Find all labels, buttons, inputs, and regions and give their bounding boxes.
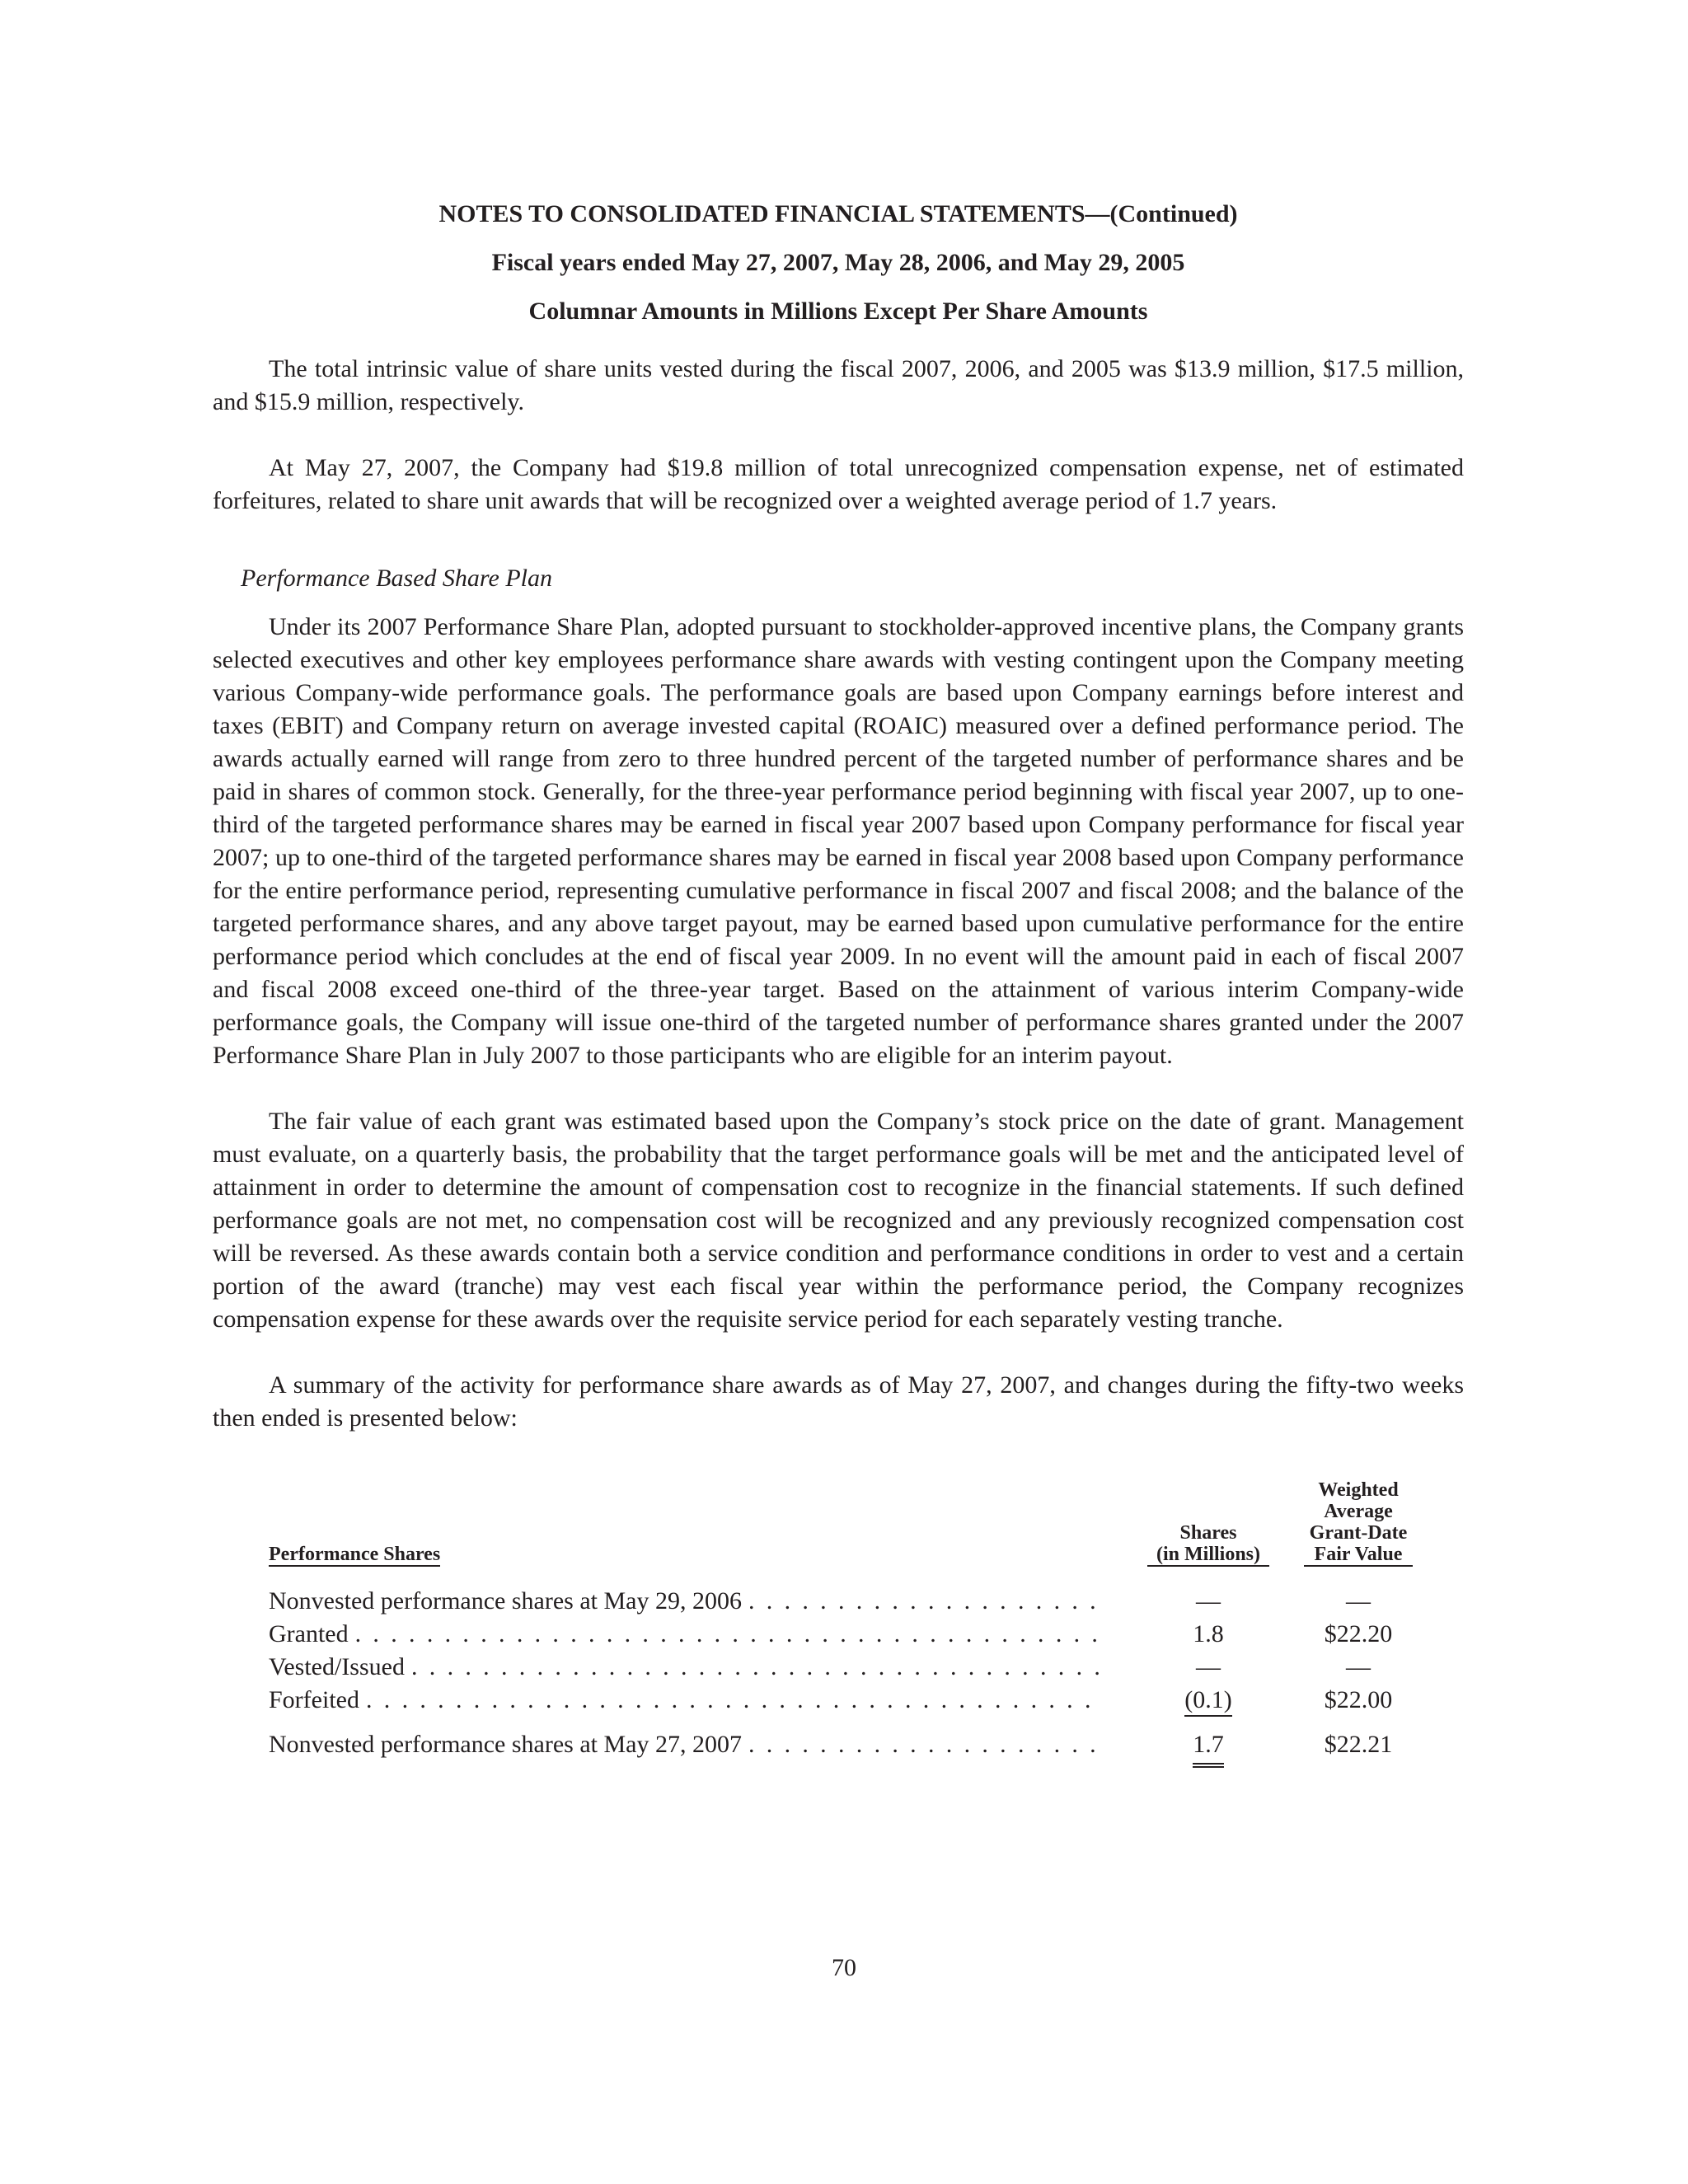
header-performance-shares-label: Performance Shares xyxy=(269,1544,441,1565)
row-shares: (0.1) xyxy=(1184,1685,1231,1717)
header-title: NOTES TO CONSOLIDATED FINANCIAL STATEMENTS—(Continued) xyxy=(438,200,1238,227)
document-page xyxy=(213,198,1464,1761)
row-fair-value: $22.20 xyxy=(1324,1620,1393,1647)
header-fair-value-line4: Fair Value xyxy=(1314,1544,1403,1565)
header-fair-value-column xyxy=(1304,1479,1413,1570)
paragraph-fair-value: The fair value of each grant was estimated based upon the Company’s stock price on the date of grant. Management must evaluate, on a quarterly basis, the probability that the target performance goals will be met and the anticipated level of attainment in order to determine the amount of compensation cost to recognize in the financial statements. If such defined performance goals are not met, no compensation cost will be recognized and any previously recognized compensation cost will be reversed. As these awards contain both a service condition and performance conditions in order to vest and a certain portion of the award (tranche) may vest each fiscal year within the performance period, the Company recognizes compensation expense for these awards over the requisite service period for each separately vesting tranche. xyxy=(213,1108,1464,1333)
performance-shares-table xyxy=(269,1465,1409,1761)
header-shares-line1: Shares xyxy=(1179,1522,1237,1544)
row-shares: — xyxy=(1196,1587,1221,1615)
row-label: Nonvested performance shares at May 27, 2007 xyxy=(269,1728,748,1761)
paragraph-unrecognized-expense: At May 27, 2007, the Company had $19.8 million of total unrecognized compensation expense, net of estimated forfeitures, related to share unit awards that will be recognized over a weighted average period of 1.7 years. xyxy=(213,454,1464,514)
row-shares: 1.7 xyxy=(1193,1730,1224,1768)
table-header xyxy=(269,1465,1409,1570)
header-fair-value-line2: Average xyxy=(1324,1501,1393,1522)
row-label: Vested/Issued xyxy=(269,1651,411,1684)
table-row xyxy=(269,1651,1409,1684)
section-title-performance-plan: Performance Based Share Plan xyxy=(241,565,552,592)
paragraph-summary-intro: A summary of the activity for performance share awards as of May 27, 2007, and changes during the fifty-two weeks then ended is presented below: xyxy=(213,1371,1464,1432)
header-fair-value-line1: Weighted xyxy=(1318,1479,1399,1501)
header-shares-column xyxy=(1147,1522,1269,1570)
header-columnar-note: Columnar Amounts in Millions Except Per Share Amounts xyxy=(528,298,1148,325)
table-row xyxy=(269,1618,1409,1651)
row-fair-value: — xyxy=(1346,1587,1371,1615)
row-label: Granted xyxy=(269,1618,355,1651)
row-shares: 1.8 xyxy=(1193,1620,1224,1647)
paragraph-intrinsic-value: The total intrinsic value of share units vested during the fiscal 2007, 2006, and 2005 was $13.9 million, $17.5 million, and $15.9 million, respectively. xyxy=(213,355,1464,415)
page-number: 70 xyxy=(832,1954,856,1981)
table-body xyxy=(269,1585,1409,1761)
table-row xyxy=(269,1684,1409,1717)
header-performance-shares xyxy=(269,1544,440,1570)
paragraph-performance-plan: Under its 2007 Performance Share Plan, adopted pursuant to stockholder-approved incentive plans, the Company grants selected executives and other key employees performance share awards with vesting contingent upon the Company meeting various Company-wide performance goals. The performance goals are based upon Company earnings before interest and taxes (EBIT) and Company return on average invested capital (ROAIC) measured over a defined performance period. The awards actually earned will range from zero to three hundred percent of the targeted number of performance shares and be paid in shares of common stock. Generally, for the three-year performance period beginning with fiscal year 2007, up to one-third of the targeted performance shares may be earned in fiscal year 2007 based upon Company performance for fiscal year 2007; up to one-third of the targeted performance shares may be earned in fiscal year 2008 based upon Company performance for the entire performance period, representing cumulative performance in fiscal 2007 and fiscal 2008; and the balance of the targeted performance shares, and any above target payout, may be earned based upon cumulative performance for the entire performance period which concludes at the end of fiscal year 2009. In no event will the amount paid in each of fiscal 2007 and fiscal 2008 exceed one-third of the three-year target. Based on the attainment of various interim Company-wide performance goals, the Company will issue one-third of the targeted number of performance shares granted under the 2007 Performance Share Plan in July 2007 to those participants who are eligible for an interim payout. xyxy=(213,613,1464,1069)
row-label: Forfeited xyxy=(269,1684,366,1717)
row-shares: — xyxy=(1196,1653,1221,1680)
row-label: Nonvested performance shares at May 29, 2006 xyxy=(269,1585,748,1618)
row-fair-value: $22.21 xyxy=(1324,1731,1393,1758)
table-row xyxy=(269,1585,1409,1618)
row-fair-value: — xyxy=(1346,1653,1371,1680)
header-fiscal-years: Fiscal years ended May 27, 2007, May 28, 2006, and May 29, 2005 xyxy=(491,249,1185,276)
row-fair-value: $22.00 xyxy=(1324,1686,1393,1713)
header-shares-line2: (in Millions) xyxy=(1156,1544,1260,1565)
table-row-total xyxy=(269,1728,1409,1761)
header-fair-value-line3: Grant-Date xyxy=(1309,1522,1408,1544)
